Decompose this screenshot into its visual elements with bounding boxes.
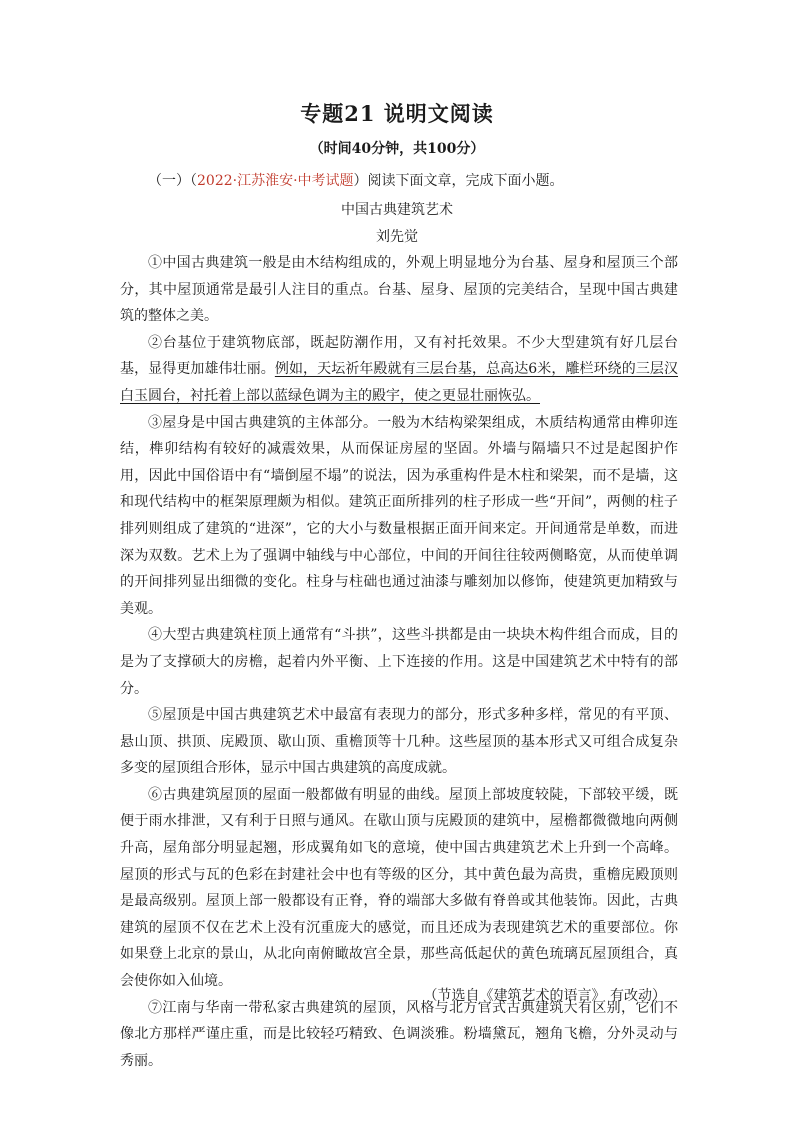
underlined-sentence: 例如，天坛祈年殿就有三层台基，总高达6米，雕栏环绕的三层汉白玉圆台，衬托着上部以蓝绿色调为主的殿宇，使之更显壮丽恢弘。 (120, 361, 679, 404)
question-instruction: ）阅读下面文章，完成下面小题。 (353, 173, 564, 189)
paragraph-6: ⑥古典建筑屋顶的屋面一般都做有明显的曲线。屋顶上部坡度较陡，下部较平缓，既便于雨水排泄，又有利于日照与通风。在歇山顶与庑殿顶的建筑中，屋檐都微微地向两侧升高，屋角部分明显起翘，形成翼角如飞的意境，使中国古典建筑艺术上升到一个高峰。屋顶的形式与瓦的色彩在封建社会中也有等级的区分，其中黄色最为高贵，重檐庑殿顶则是最高级别。屋顶上部一般都设有正脊，脊的端部大多做有脊兽或其他装饰。因此，古典建筑的屋顶不仅在艺术上没有沉重庞大的感觉，而且还成为表现建筑艺术的重要部位。你如果登上北京的景山，从北向南俯瞰故宫全景，那些高低起伏的黄色琉璃瓦屋顶组合，真会使你如入仙境。 (120, 786, 678, 990)
paragraph-5: ⑤屋顶是中国古典建筑艺术中最富有表现力的部分，形式多种多样，常见的有平顶、悬山顶、拱顶、庑殿顶、歇山顶、重檐顶等十几种。这些屋顶的基本形式又可组合成复杂多变的屋顶组合形体，显示中国古典建筑的高度成就。 (120, 707, 678, 777)
paragraph-2 (120, 330, 678, 410)
question-source: 2022·江苏淮安·中考试题 (197, 173, 354, 189)
article-body (120, 250, 678, 1074)
paragraph-3: ③屋身是中国古典建筑的主体部分。一般为木结构梁架组成，木质结构通常由榫卯连结，榫卯结构有较好的减震效果，从而保证房屋的坚固。外墙与隔墙只不过是起图护作用，因此中国俗语中有“墙倒屋不塌”的说法，因为承重构件是木柱和梁架，而不是墙，这和现代结构中的框架原理颇为相似。建筑正面所排列的柱子形成一些“开间”，两侧的柱子排列则组成了建筑的“进深”，它的大小与数量根据正面开间来定。开间通常是单数，而进深为双数。艺术上为了强调中轴线与中心部位，中间的开间往往较两侧略宽，从而使单调的开间排列显出细微的变化。柱身与柱础也通过油漆与雕刻加以修饰，使建筑更加精致与美观。 (120, 414, 678, 617)
paragraph-7: ⑦江南与华南一带私家古典建筑的屋顶，风格与北方官式古典建筑大有区别，它们不像北方那样严谨庄重，而是比较轻巧精致、色调淡雅。粉墙黛瓦，翘角飞檐，分外灵动与秀丽。 (120, 999, 678, 1069)
article-author: 刘先觉 (376, 229, 418, 245)
question-number: （一）（ (148, 173, 197, 189)
time-score-note: （时间40分钟，共100分） (309, 141, 485, 157)
source-credit: （节选自《建筑艺术的语言》 有改动） (423, 988, 666, 1004)
question-intro (148, 170, 564, 190)
article-title: 中国古典建筑艺术 (341, 202, 453, 218)
paragraph-4: ④大型古典建筑柱顶上通常有“斗拱”，这些斗拱都是由一块块木构件组合而成，目的是为了支撑硕大的房檐，起着内外平衡、上下连接的作用。这是中国建筑艺术中特有的部分。 (120, 627, 678, 697)
paragraph-2-text: ②台基位于建筑物底部，既起防潮作用，又有衬托效果。不少大型建筑有好几层台基，显得更加雄伟壮丽。 (120, 334, 678, 378)
page-title: 专题21 说明文阅读 (300, 101, 494, 126)
paragraph-1: ①中国古典建筑一般是由木结构组成的，外观上明显地分为台基、屋身和屋顶三个部分，其中屋顶通常是最引人注目的重点。台基、屋身、屋顶的完美结合，呈现中国古典建筑的整体之美。 (120, 255, 678, 325)
